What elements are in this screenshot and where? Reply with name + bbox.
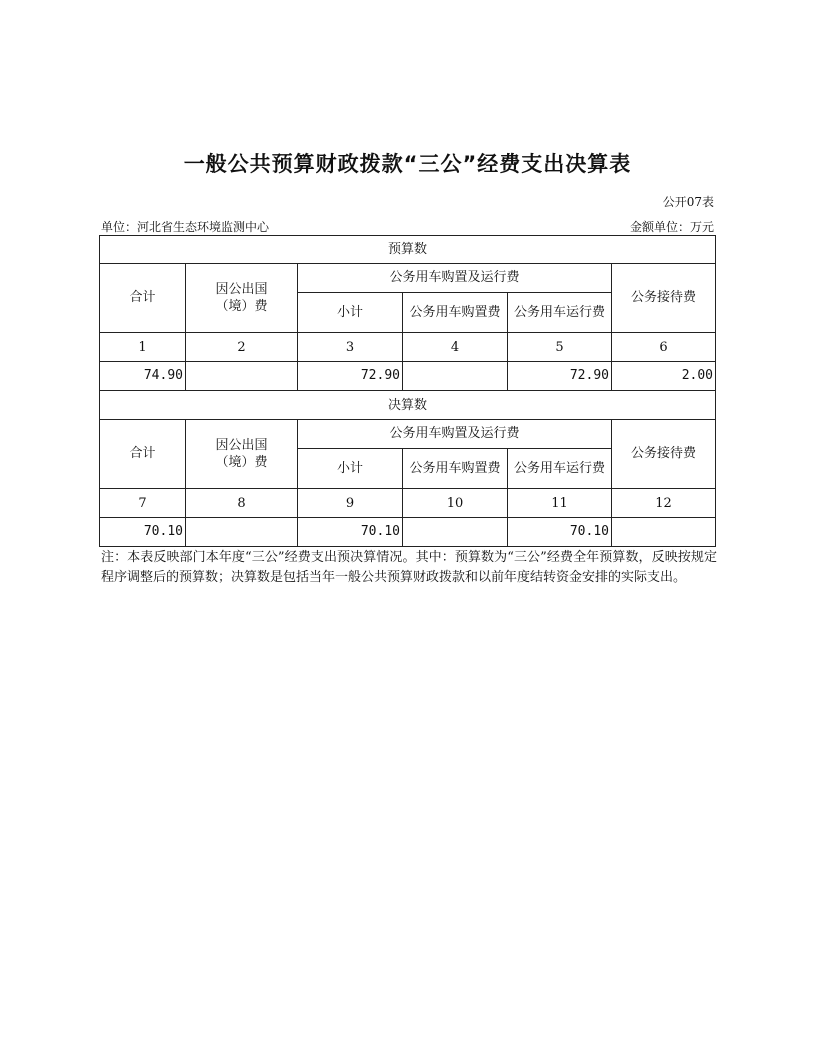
form-number: 公开07表 — [662, 195, 714, 209]
budget-index: 6 — [659, 339, 668, 355]
amount-unit-label: 金额单位：万元 — [629, 220, 714, 234]
actual-index: 12 — [655, 495, 672, 511]
budget-value-subtotal: 72.90 — [360, 368, 400, 383]
budget-index: 2 — [237, 339, 246, 355]
budget-value-operation: 72.90 — [569, 368, 609, 383]
actual-header-reception: 公务接待费 — [630, 446, 696, 461]
budget-value-reception: 2.00 — [681, 368, 713, 383]
actual-header-abroad: 因公出国（境）费 — [215, 437, 268, 470]
table-rule — [100, 361, 715, 362]
page-title: 一般公共预算财政拨款“三公”经费支出决算表 — [183, 152, 632, 176]
budget-section-title: 预算数 — [387, 242, 427, 257]
actual-header-vehicle-group: 公务用车购置及运行费 — [389, 426, 520, 441]
actual-header-total: 合计 — [129, 446, 156, 461]
actual-section-title: 决算数 — [387, 397, 427, 413]
actual-index: 10 — [446, 495, 464, 511]
actual-value-subtotal: 70.10 — [360, 524, 400, 539]
budget-header-reception: 公务接待费 — [630, 290, 696, 305]
unit-label: 单位：河北省生态环境监测中心 — [101, 220, 270, 234]
budget-index: 5 — [555, 339, 564, 355]
budget-header-purchase: 公务用车购置费 — [409, 305, 501, 320]
budget-header-operation: 公务用车运行费 — [514, 305, 606, 320]
budget-index: 4 — [450, 339, 460, 355]
actual-index: 9 — [345, 495, 355, 511]
actual-index: 11 — [551, 495, 568, 511]
actual-value-operation: 70.10 — [569, 524, 609, 539]
budget-header-vehicle-group: 公务用车购置及运行费 — [389, 270, 520, 285]
budget-header-total: 合计 — [129, 290, 156, 305]
actual-value-total: 70.10 — [143, 524, 183, 539]
actual-header-subtotal: 小计 — [336, 461, 363, 476]
budget-value-total: 74.90 — [143, 368, 183, 383]
budget-header-subtotal: 小计 — [336, 305, 363, 320]
actual-header-operation: 公务用车运行费 — [514, 461, 606, 476]
table-rule — [100, 517, 715, 518]
footnote: 注：本表反映部门本年度“三公”经费支出预决算情况。其中：预算数为“三公”经费全年预算数，反映按规定程序调整后的预算数；决算数是包括当年一般公共预算财政拨款和以前年度结转资金安排的实际支出。 — [101, 550, 717, 585]
budget-index: 3 — [345, 339, 355, 355]
actual-index: 7 — [138, 495, 147, 511]
actual-header-purchase: 公务用车购置费 — [409, 461, 501, 476]
actual-index: 8 — [237, 495, 246, 511]
budget-header-abroad: 因公出国（境）费 — [215, 281, 268, 314]
expenditure-table — [99, 235, 716, 547]
budget-index: 1 — [138, 339, 147, 355]
